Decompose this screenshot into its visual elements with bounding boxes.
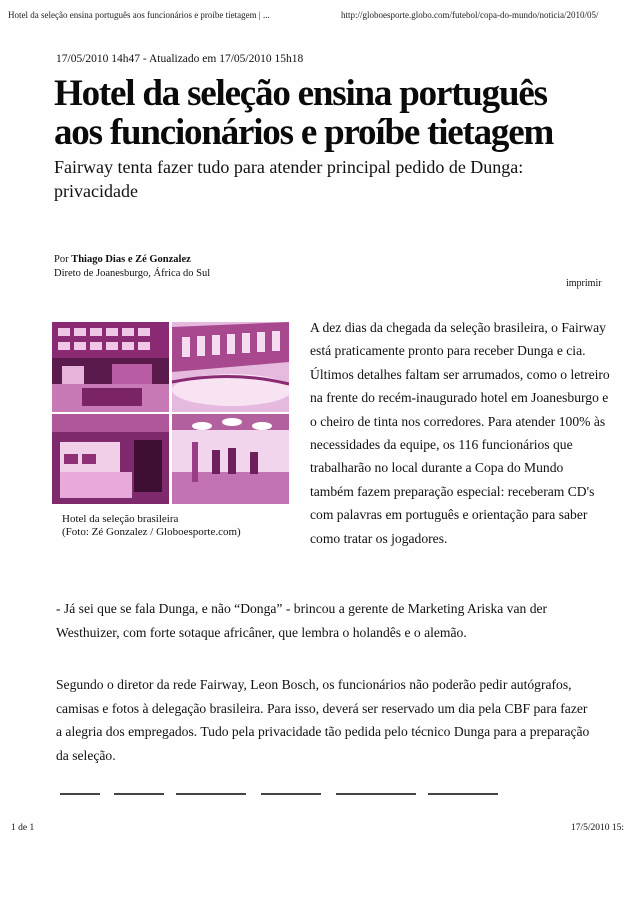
- photo-caption-credit: (Foto: Zé Gonzalez / Globoesporte.com): [62, 526, 241, 538]
- print-header-url: http://globoesporte.globo.com/futebol/copa-do-mundo/noticia/2010/05/: [341, 10, 599, 20]
- print-header-title: Hotel da seleção ensina português aos funcionários e proíbe tietagem | ...: [8, 10, 270, 20]
- byline: [54, 253, 210, 281]
- body-paragraph: Segundo o diretor da rede Fairway, Leon Bosch, os funcionários não poderão pedir autógrafos, camisas e fotos à delegação brasileira. Para isso, deverá ser reservado um dia pela CBF para fazer a alegria dos empregados. Tudo pela privacidade tão pedida pelo técnico Dunga para a preparação da seleção.: [56, 677, 590, 763]
- quote-paragraph: - Já sei que se fala Dunga, e não “Donga” - brincou a gerente de Marketing Ariska van der Westhuizer, com forte sotaque africâner, que lembra o holandês e o alemão.: [56, 601, 548, 640]
- hotel-photo: [52, 322, 289, 504]
- article-dateline: 17/05/2010 14h47 - Atualizado em 17/05/2010 15h18: [56, 53, 304, 65]
- photo-caption: [62, 513, 241, 539]
- photo-caption-title: Hotel da seleção brasileira: [62, 513, 179, 525]
- article-headline: Hotel da seleção ensina português aos funcionários e proíbe tietagem: [54, 73, 554, 153]
- lead-paragraph: A dez dias da chegada da seleção brasileira, o Fairway está praticamente pronto para receber Dunga e cia. Últimos detalhes faltam ser arrumados, como o letreiro na frente do recém-inaugurado hotel em Joanesburgo e o cheiro de tinta nos corredores. Para atender 100% às necessidades da equipe, os 116 funcionários que trabalharão no local durante a Copa do Mundo também fazem preparação especial: receberam CD's com palavras em português e orientação para saber como tratar os jogadores.: [310, 320, 610, 546]
- cut-off-text-line: [56, 791, 516, 799]
- byline-location: Direto de Joanesburgo, África do Sul: [54, 268, 211, 279]
- byline-prefix: Por: [54, 254, 72, 265]
- byline-authors: Thiago Dias e Zé Gonzalez: [71, 254, 191, 265]
- footer-page-count: 1 de 1: [11, 823, 35, 833]
- footer-timestamp: 17/5/2010 15:: [571, 823, 625, 833]
- print-link[interactable]: imprimir: [566, 278, 602, 289]
- print-header: [8, 10, 634, 20]
- article-subheadline: Fairway tenta fazer tudo para atender principal pedido de Dunga: privacidade: [54, 157, 524, 201]
- hotel-photo-image: [52, 322, 289, 504]
